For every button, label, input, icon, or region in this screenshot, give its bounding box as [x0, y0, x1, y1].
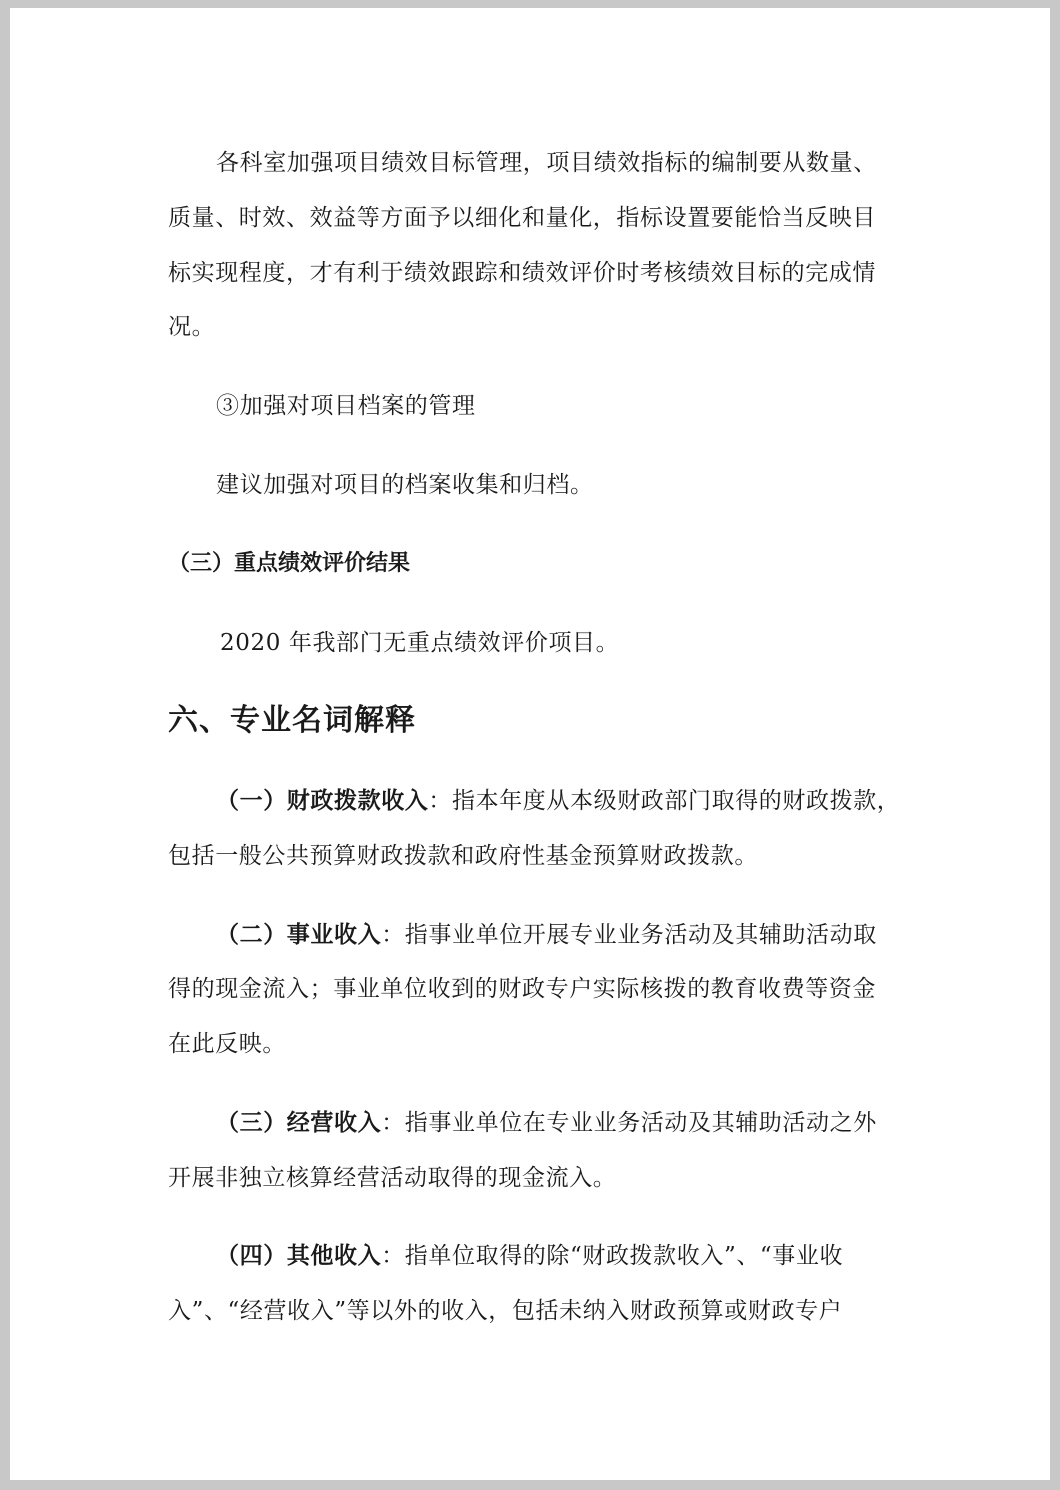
term-definition-line: [216, 786, 900, 816]
subsection-text: 2020 年我部门无重点绩效评价项目。: [220, 630, 620, 656]
term-definition-line: [216, 920, 877, 950]
term-label: （二）事业收入: [216, 921, 382, 948]
term-definition-line: 在此反映。: [168, 1031, 286, 1057]
paragraph-line: 各科室加强项目绩效目标管理，项目绩效指标的编制要从数量、: [216, 150, 877, 176]
term-label: （三）经营收入: [216, 1109, 382, 1136]
item-title: ③加强对项目档案的管理: [216, 393, 476, 419]
term-text: ：指本年度从本级财政部门取得的财政拨款，: [428, 788, 901, 814]
term-text: ：指单位取得的除“财政拨款收入”、“事业收: [381, 1243, 844, 1269]
term-definition-line: [216, 1108, 877, 1138]
term-definition-line: 开展非独立核算经营活动取得的现金流入。: [168, 1165, 617, 1191]
subsection-heading: （三）重点绩效评价结果: [168, 550, 411, 576]
paragraph-line: 标实现程度，才有利于绩效跟踪和绩效评价时考核绩效目标的完成情: [168, 260, 876, 286]
term-label: （四）其他收入: [216, 1242, 382, 1269]
document-page: [10, 8, 1050, 1480]
paragraph-line: 质量、时效、效益等方面予以细化和量化，指标设置要能恰当反映目: [168, 205, 876, 231]
term-definition-line: 包括一般公共预算财政拨款和政府性基金预算财政拨款。: [168, 843, 758, 869]
term-text: ：指事业单位在专业业务活动及其辅助活动之外: [381, 1110, 877, 1136]
term-definition-line: 入”、“经营收入”等以外的收入，包括未纳入财政预算或财政专户: [168, 1298, 843, 1324]
term-definition-line: [216, 1241, 843, 1271]
item-text: 建议加强对项目的档案收集和归档。: [216, 472, 594, 498]
paragraph-line: 况。: [168, 314, 216, 340]
term-definition-line: 得的现金流入；事业单位收到的财政专户实际核拨的教育收费等资金: [168, 976, 876, 1002]
term-text: ：指事业单位开展专业业务活动及其辅助活动取: [381, 922, 877, 948]
section-heading: 六、专业名词解释: [168, 703, 416, 738]
term-label: （一）财政拨款收入: [216, 787, 429, 814]
